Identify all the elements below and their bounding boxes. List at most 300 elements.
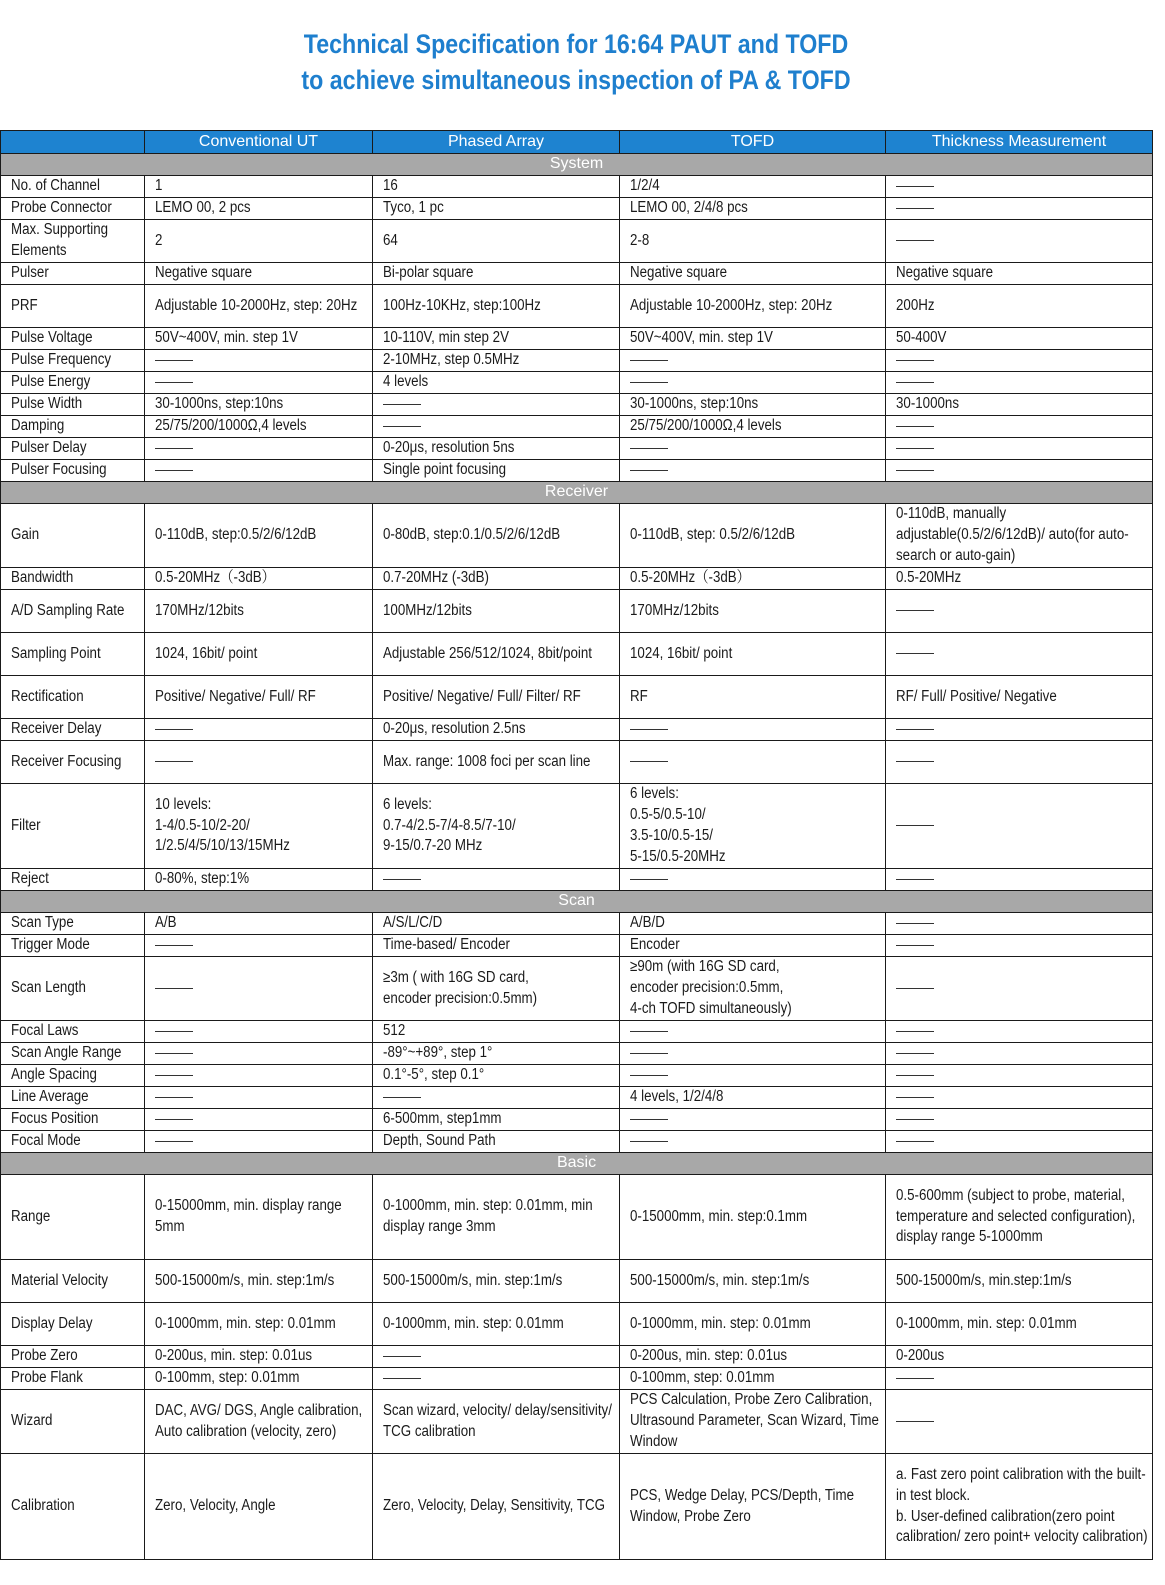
table-cell: [145, 1368, 373, 1390]
table-cell: [145, 350, 373, 372]
row-label-text: Wizard: [11, 1412, 53, 1430]
row-label-text: Range: [11, 1207, 51, 1225]
dash-mark: [896, 470, 934, 471]
row-label-text: Display Delay: [11, 1314, 93, 1332]
table-cell: [886, 935, 1153, 957]
row-label-text: Pulser Focusing: [11, 461, 107, 479]
cell-text: 500-15000m/s, min. step:1m/s: [155, 1271, 335, 1289]
cell-text: 500-15000m/s, min. step:1m/s: [383, 1271, 563, 1289]
row-label: [1, 1303, 145, 1346]
row-label: [1, 438, 145, 460]
table-cell: [886, 1454, 1153, 1560]
cell-text: ≥3m ( with 16G SD card, encoder precision:0.5mm): [383, 968, 538, 1007]
row-label-text: Pulse Frequency: [11, 351, 112, 369]
table-row: [1, 590, 1153, 633]
dash-mark: [896, 653, 934, 654]
cell-text: 64: [383, 231, 398, 249]
section-title: System: [1, 154, 1153, 176]
cell-text: Scan wizard, velocity/ delay/sensitivity/ TCG calibration: [383, 1401, 612, 1440]
dash-mark: [896, 879, 934, 880]
row-label: [1, 633, 145, 676]
spec-table: [0, 130, 1153, 1560]
row-label: [1, 719, 145, 741]
dash-mark: [896, 360, 934, 361]
table-cell: [373, 1390, 620, 1454]
table-cell: [886, 350, 1153, 372]
table-cell: [373, 1454, 620, 1560]
cell-text: 1: [155, 177, 163, 195]
row-label: [1, 176, 145, 198]
dash-mark: [155, 729, 193, 730]
cell-text: 0-200us: [896, 1347, 945, 1365]
table-row: [1, 460, 1153, 482]
table-cell: [886, 784, 1153, 869]
table-row: [1, 1368, 1153, 1390]
header-conventional-ut: Conventional UT: [145, 131, 373, 154]
table-cell: [373, 220, 620, 263]
table-cell: [373, 285, 620, 328]
row-label-text: A/D Sampling Rate: [11, 601, 125, 619]
table-cell: [886, 1021, 1153, 1043]
section-title: Basic: [1, 1153, 1153, 1175]
table-cell: [145, 1454, 373, 1560]
dash-mark: [155, 1031, 193, 1032]
header-phased-array: Phased Array: [373, 131, 620, 154]
table-cell: [620, 176, 886, 198]
table-cell: [373, 957, 620, 1021]
cell-text: Bi-polar square: [383, 264, 474, 282]
row-label: [1, 1109, 145, 1131]
row-label: [1, 1175, 145, 1260]
cell-text: 500-15000m/s, min.step:1m/s: [896, 1271, 1072, 1289]
table-cell: [620, 438, 886, 460]
table-cell: [145, 1087, 373, 1109]
dash-mark: [383, 879, 421, 880]
cell-text: A/S/L/C/D: [383, 914, 443, 932]
table-row: [1, 176, 1153, 198]
table-cell: [373, 176, 620, 198]
row-label-text: Probe Connector: [11, 199, 112, 217]
row-label-text: Damping: [11, 417, 65, 435]
cell-text: Adjustable 10-2000Hz, step: 20Hz: [630, 296, 833, 314]
table-row: [1, 676, 1153, 719]
table-cell: [886, 957, 1153, 1021]
dash-mark: [630, 1053, 668, 1054]
table-cell: [373, 1043, 620, 1065]
cell-text: 0-100mm, step: 0.01mm: [155, 1369, 300, 1387]
dash-mark: [896, 945, 934, 946]
cell-text: 0-80%, step:1%: [155, 870, 250, 888]
cell-text: 4 levels, 1/2/4/8: [630, 1088, 724, 1106]
table-cell: [145, 220, 373, 263]
table-row: [1, 350, 1153, 372]
table-cell: [145, 1065, 373, 1087]
table-cell: [620, 1043, 886, 1065]
section-title: Scan: [1, 891, 1153, 913]
row-label-text: Calibration: [11, 1497, 75, 1515]
dash-mark: [896, 1378, 934, 1379]
dash-mark: [896, 1097, 934, 1098]
cell-text: 0.5-600mm (subject to probe, material, temperature and selected configuration), display range 5-1000mm: [896, 1186, 1136, 1246]
table-cell: [145, 416, 373, 438]
cell-text: 2-10MHz, step 0.5MHz: [383, 351, 520, 369]
row-label: [1, 957, 145, 1021]
table-cell: [620, 741, 886, 784]
dash-mark: [155, 382, 193, 383]
table-row: [1, 1131, 1153, 1153]
row-label: [1, 741, 145, 784]
cell-text: 0-15000mm, min. step:0.1mm: [630, 1207, 808, 1225]
dash-mark: [896, 240, 934, 241]
cell-text: LEMO 00, 2/4/8 pcs: [630, 199, 748, 217]
dash-mark: [896, 610, 934, 611]
dash-mark: [383, 404, 421, 405]
cell-text: 6 levels: 0.5-5/0.5-10/ 3.5-10/0.5-15/ 5-15/0.5-20MHz: [630, 785, 726, 865]
table-cell: [373, 741, 620, 784]
cell-text: 0.5-20MHz（-3dB）: [630, 569, 751, 587]
row-label-text: Pulser: [11, 264, 49, 282]
cell-text: a. Fast zero point calibration with the built-in test block. b. User-defined calibration(zero point calibration/ zero point+ velocity calibration): [896, 1465, 1148, 1546]
row-label: [1, 1454, 145, 1560]
cell-text: 16: [383, 177, 398, 195]
row-label: [1, 285, 145, 328]
table-row: [1, 1043, 1153, 1065]
cell-text: 0-15000mm, min. display range 5mm: [155, 1197, 342, 1235]
table-row: [1, 285, 1153, 328]
table-cell: [620, 676, 886, 719]
table-cell: [373, 719, 620, 741]
table-cell: [620, 935, 886, 957]
table-cell: [886, 869, 1153, 891]
table-cell: [373, 438, 620, 460]
table-row: [1, 1065, 1153, 1087]
dash-mark: [155, 448, 193, 449]
table-cell: [620, 220, 886, 263]
row-label-text: Pulse Width: [11, 395, 83, 413]
table-row: [1, 1390, 1153, 1454]
cell-text: 0.1°-5°, step 0.1°: [383, 1066, 485, 1084]
table-row: [1, 719, 1153, 741]
section-row-receiver: [1, 482, 1153, 504]
table-cell: [373, 416, 620, 438]
table-cell: [886, 504, 1153, 568]
table-cell: [886, 372, 1153, 394]
table-cell: [886, 1260, 1153, 1303]
dash-mark: [896, 825, 934, 826]
cell-text: Max. range: 1008 foci per scan line: [383, 752, 591, 770]
table-cell: [620, 869, 886, 891]
table-header-row: [1, 131, 1153, 154]
table-row: [1, 1109, 1153, 1131]
table-row: [1, 1175, 1153, 1260]
dash-mark: [630, 761, 668, 762]
row-label-text: Scan Length: [11, 979, 86, 997]
dash-mark: [896, 208, 934, 209]
table-cell: [620, 1390, 886, 1454]
cell-text: A/B: [155, 914, 177, 932]
table-cell: [620, 504, 886, 568]
table-cell: [373, 1131, 620, 1153]
cell-text: 500-15000m/s, min. step:1m/s: [630, 1271, 810, 1289]
row-label: [1, 1390, 145, 1454]
table-cell: [886, 285, 1153, 328]
table-cell: [145, 869, 373, 891]
table-cell: [373, 263, 620, 285]
table-cell: [373, 869, 620, 891]
table-cell: [886, 220, 1153, 263]
table-cell: [886, 1043, 1153, 1065]
table-cell: [620, 1454, 886, 1560]
dash-mark: [896, 988, 934, 989]
table-cell: [886, 1390, 1153, 1454]
row-label-text: Material Velocity: [11, 1271, 109, 1289]
table-row: [1, 1303, 1153, 1346]
cell-text: PCS, Wedge Delay, PCS/Depth, Time Window, Probe Zero: [630, 1486, 854, 1525]
header-tofd: TOFD: [620, 131, 886, 154]
table-cell: [620, 633, 886, 676]
row-label: [1, 1368, 145, 1390]
cell-text: Adjustable 10-2000Hz, step: 20Hz: [155, 296, 358, 314]
table-cell: [145, 784, 373, 869]
section-title: Receiver: [1, 482, 1153, 504]
row-label: [1, 394, 145, 416]
table-cell: [886, 198, 1153, 220]
table-row: [1, 1454, 1153, 1560]
table-cell: [886, 1303, 1153, 1346]
table-cell: [886, 633, 1153, 676]
cell-text: RF/ Full/ Positive/ Negative: [896, 687, 1057, 705]
cell-text: 0-100mm, step: 0.01mm: [630, 1369, 775, 1387]
row-label-text: Angle Spacing: [11, 1066, 97, 1084]
table-cell: [145, 285, 373, 328]
row-label-text: Gain: [11, 526, 40, 544]
cell-text: DAC, AVG/ DGS, Angle calibration, Auto calibration (velocity, zero): [155, 1401, 363, 1440]
table-cell: [373, 460, 620, 482]
row-label-text: Receiver Focusing: [11, 752, 122, 770]
row-label: [1, 263, 145, 285]
table-cell: [620, 1303, 886, 1346]
table-row: [1, 568, 1153, 590]
cell-text: 6-500mm, step1mm: [383, 1110, 502, 1128]
cell-text: 0-80dB, step:0.1/0.5/2/6/12dB: [383, 526, 561, 544]
row-label: [1, 328, 145, 350]
table-row: [1, 394, 1153, 416]
table-cell: [373, 1303, 620, 1346]
table-cell: [373, 1260, 620, 1303]
dash-mark: [896, 1421, 934, 1422]
dash-mark: [630, 1119, 668, 1120]
cell-text: RF: [630, 687, 648, 705]
table-cell: [373, 1065, 620, 1087]
cell-text: A/B/D: [630, 914, 665, 932]
dash-mark: [630, 448, 668, 449]
table-cell: [145, 1043, 373, 1065]
table-cell: [373, 784, 620, 869]
dash-mark: [155, 1119, 193, 1120]
table-cell: [620, 1021, 886, 1043]
table-cell: [145, 460, 373, 482]
row-label: [1, 1087, 145, 1109]
table-cell: [373, 198, 620, 220]
cell-text: Negative square: [630, 264, 728, 282]
cell-text: 100MHz/12bits: [383, 601, 472, 619]
table-cell: [620, 1260, 886, 1303]
table-cell: [373, 394, 620, 416]
table-cell: [886, 263, 1153, 285]
table-cell: [145, 957, 373, 1021]
table-cell: [620, 328, 886, 350]
cell-text: 25/75/200/1000Ω,4 levels: [155, 417, 307, 435]
table-cell: [145, 633, 373, 676]
table-row: [1, 438, 1153, 460]
cell-text: 1/2/4: [630, 177, 660, 195]
row-label: [1, 1021, 145, 1043]
cell-text: 50V~400V, min. step 1V: [630, 329, 773, 347]
table-cell: [620, 198, 886, 220]
table-cell: [886, 394, 1153, 416]
table-cell: [620, 350, 886, 372]
dash-mark: [383, 1097, 421, 1098]
table-row: [1, 957, 1153, 1021]
cell-text: 1024, 16bit/ point: [630, 644, 733, 662]
row-label-text: Focal Mode: [11, 1132, 81, 1150]
cell-text: Negative square: [155, 264, 253, 282]
table-cell: [145, 263, 373, 285]
table-cell: [886, 1368, 1153, 1390]
table-cell: [620, 394, 886, 416]
section-row-scan: [1, 891, 1153, 913]
table-cell: [886, 590, 1153, 633]
table-cell: [145, 328, 373, 350]
table-cell: [145, 935, 373, 957]
table-row: [1, 784, 1153, 869]
cell-text: 4 levels: [383, 373, 429, 391]
row-label-text: Receiver Delay: [11, 720, 102, 738]
table-cell: [620, 285, 886, 328]
section-row-basic: [1, 1153, 1153, 1175]
table-cell: [145, 394, 373, 416]
row-label: [1, 568, 145, 590]
dash-mark: [896, 1075, 934, 1076]
cell-text: 50-400V: [896, 329, 947, 347]
cell-text: 100Hz-10KHz, step:100Hz: [383, 296, 541, 314]
cell-text: 0.5-20MHz: [896, 569, 962, 587]
cell-text: 30-1000ns, step:10ns: [155, 395, 284, 413]
cell-text: PCS Calculation, Probe Zero Calibration, Ultrasound Parameter, Scan Wizard, Time Window: [630, 1391, 879, 1450]
table-cell: [886, 1131, 1153, 1153]
cell-text: Zero, Velocity, Angle: [155, 1497, 276, 1515]
table-cell: [145, 1346, 373, 1368]
dash-mark: [383, 426, 421, 427]
cell-text: 30-1000ns: [896, 395, 960, 413]
dash-mark: [896, 761, 934, 762]
cell-text: 30-1000ns, step:10ns: [630, 395, 759, 413]
table-cell: [145, 504, 373, 568]
table-cell: [620, 1346, 886, 1368]
cell-text: -89°~+89°, step 1°: [383, 1044, 493, 1062]
table-row: [1, 913, 1153, 935]
dash-mark: [630, 382, 668, 383]
header-thickness-measurement: Thickness Measurement: [886, 131, 1153, 154]
table-cell: [145, 913, 373, 935]
table-cell: [145, 1131, 373, 1153]
table-cell: [373, 633, 620, 676]
dash-mark: [155, 945, 193, 946]
dash-mark: [630, 1141, 668, 1142]
row-label-text: Trigger Mode: [11, 936, 90, 954]
table-row: [1, 416, 1153, 438]
dash-mark: [896, 1031, 934, 1032]
row-label-text: Bandwidth: [11, 569, 74, 587]
table-cell: [620, 263, 886, 285]
table-cell: [620, 590, 886, 633]
row-label: [1, 1065, 145, 1087]
cell-text: 2: [155, 231, 163, 249]
cell-text: Positive/ Negative/ Full/ RF: [155, 687, 316, 705]
table-cell: [886, 460, 1153, 482]
table-cell: [145, 372, 373, 394]
cell-text: Adjustable 256/512/1024, 8bit/point: [383, 644, 593, 662]
table-cell: [145, 676, 373, 719]
table-row: [1, 198, 1153, 220]
title-line-2: to achieve simultaneous inspection of PA & TOFD: [301, 65, 851, 95]
title-line-1: Technical Specification for 16:64 PAUT and TOFD: [303, 29, 849, 59]
cell-text: 0-200us, min. step: 0.01us: [155, 1347, 313, 1365]
table-cell: [373, 328, 620, 350]
row-label-text: Pulse Energy: [11, 373, 91, 391]
table-cell: [620, 719, 886, 741]
row-label: [1, 350, 145, 372]
row-label-text: Sampling Point: [11, 644, 101, 662]
table-cell: [373, 504, 620, 568]
page-title: [0, 26, 1152, 98]
row-label-text: Probe Flank: [11, 1369, 83, 1387]
table-cell: [145, 198, 373, 220]
table-cell: [145, 1021, 373, 1043]
table-cell: [886, 676, 1153, 719]
dash-mark: [896, 426, 934, 427]
table-cell: [620, 460, 886, 482]
cell-text: ≥90m (with 16G SD card, encoder precision:0.5mm, 4-ch TOFD simultaneously): [630, 958, 792, 1017]
table-row: [1, 1260, 1153, 1303]
dash-mark: [155, 1075, 193, 1076]
dash-mark: [155, 470, 193, 471]
dash-mark: [155, 360, 193, 361]
table-cell: [620, 372, 886, 394]
row-label: [1, 590, 145, 633]
table-cell: [373, 1021, 620, 1043]
row-label: [1, 1131, 145, 1153]
table-cell: [886, 719, 1153, 741]
table-row: [1, 263, 1153, 285]
dash-mark: [155, 988, 193, 989]
dash-mark: [896, 186, 934, 187]
row-label: [1, 220, 145, 263]
table-cell: [373, 590, 620, 633]
cell-text: 0-110dB, manually adjustable(0.5/2/6/12dB)/ auto(for auto-search or auto-gain): [896, 505, 1129, 564]
row-label: [1, 372, 145, 394]
dash-mark: [896, 1119, 934, 1120]
section-row-system: [1, 154, 1153, 176]
row-label-text: PRF: [11, 296, 38, 314]
cell-text: 0-1000mm, min. step: 0.01mm: [383, 1314, 564, 1332]
table-row: [1, 633, 1153, 676]
dash-mark: [896, 448, 934, 449]
row-label: [1, 504, 145, 568]
cell-text: Positive/ Negative/ Full/ Filter/ RF: [383, 687, 581, 705]
table-cell: [145, 1109, 373, 1131]
table-cell: [145, 1175, 373, 1260]
